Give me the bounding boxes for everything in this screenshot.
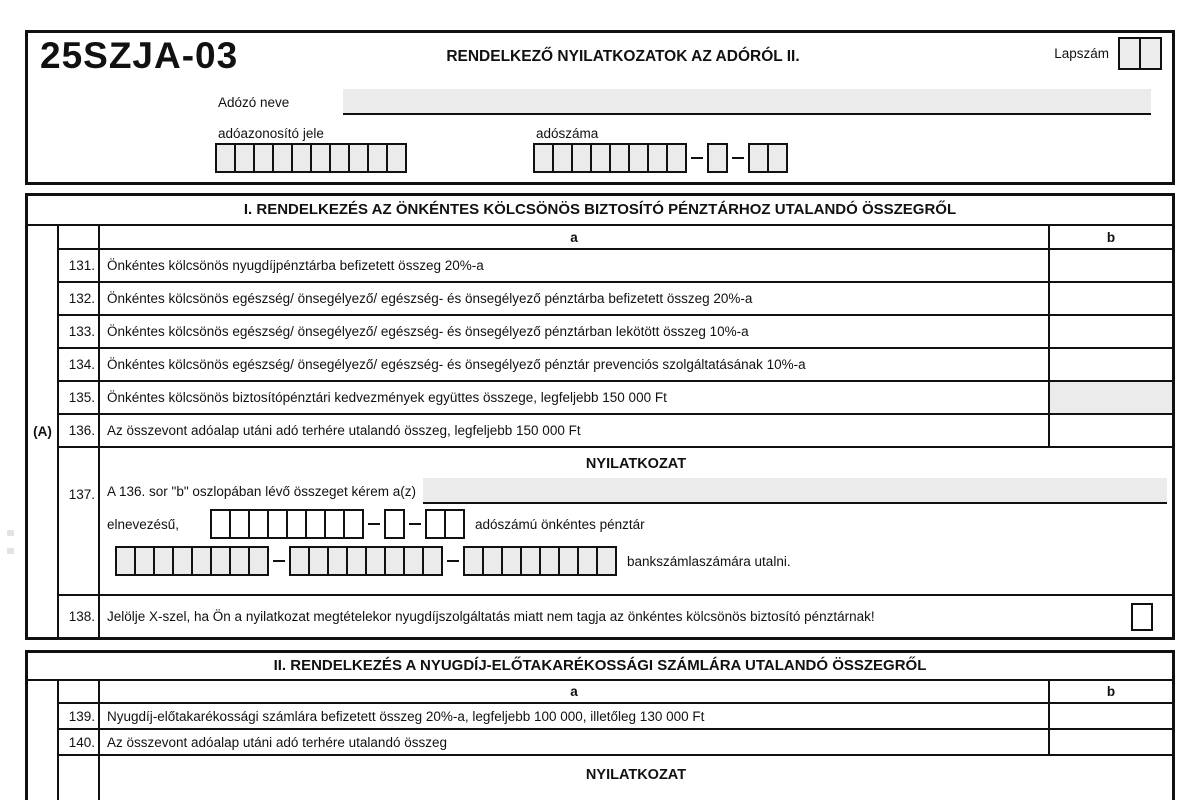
- digit-cell[interactable]: [191, 546, 212, 576]
- statement-block-2: [59, 756, 1172, 800]
- table-row-131: [59, 250, 1172, 283]
- row-number: 139.: [59, 704, 100, 728]
- row-text: Jelölje X-szel, ha Ön a nyilatkozat megtételekor nyugdíjszolgáltatás miatt nem tagja az önkéntes kölcsönös biztosító pénztárnak!: [107, 609, 875, 624]
- scan-artifact: [7, 530, 14, 536]
- statement-heading: NYILATKOZAT: [585, 456, 687, 472]
- amount-cell-b-131[interactable]: [1048, 250, 1172, 281]
- tax-id-boxes[interactable]: [215, 143, 407, 173]
- row-number: 135.: [59, 382, 100, 413]
- amount-cell-b-140[interactable]: [1048, 730, 1172, 754]
- digit-cell[interactable]: [253, 143, 274, 173]
- row-number-cell: [59, 756, 100, 800]
- amount-cell-b-133[interactable]: [1048, 316, 1172, 347]
- table-row-132: [59, 283, 1172, 316]
- row-number: 132.: [59, 283, 100, 314]
- amount-cell-b-139[interactable]: [1048, 704, 1172, 728]
- statement-line1-text: A 136. sor "b" oszlopában lévő összeget kérem a(z): [107, 483, 416, 499]
- digit-cell[interactable]: [425, 509, 446, 539]
- digit-cell[interactable]: [343, 509, 364, 539]
- digit-cell[interactable]: [229, 546, 250, 576]
- tax-number-boxes[interactable]: [533, 143, 788, 173]
- digit-cell[interactable]: [571, 143, 592, 173]
- bank-account-part2[interactable]: [289, 546, 443, 576]
- row-number: 134.: [59, 349, 100, 380]
- digit-cell[interactable]: [539, 546, 560, 576]
- digit-cell[interactable]: [215, 143, 236, 173]
- digit-cell[interactable]: [422, 546, 443, 576]
- tax-number-part2[interactable]: [707, 143, 728, 173]
- digit-cell[interactable]: [367, 143, 388, 173]
- row-text: Nyugdíj-előtakarékossági számlára befizetett összeg 20%-a, legfeljebb 100 000, illetőleg 130 000 Ft: [107, 708, 705, 724]
- statement-line3-suffix: bankszámlaszámára utalni.: [627, 553, 791, 569]
- digit-cell[interactable]: [384, 546, 405, 576]
- column-header-row: [59, 681, 1172, 704]
- digit-cell[interactable]: [229, 509, 250, 539]
- scan-artifact: [7, 548, 14, 554]
- taxpayer-name-label: Adózó neve: [218, 95, 290, 110]
- column-a-header: a: [570, 684, 578, 699]
- row-number-header-cell: [59, 226, 100, 248]
- form-id: 25SZJA-03: [40, 35, 239, 76]
- digit-cell[interactable]: [1118, 37, 1141, 70]
- statement-line2-prefix: elnevezésű,: [107, 516, 180, 532]
- digit-cell[interactable]: [115, 546, 136, 576]
- bank-account-part3[interactable]: [463, 546, 617, 576]
- fund-name-field[interactable]: [423, 478, 1167, 504]
- row-text: Az összevont adóalap utáni adó terhére utalandó összeg: [107, 734, 447, 750]
- table-row-138: [59, 596, 1172, 637]
- digit-cell[interactable]: [767, 143, 788, 173]
- row-number: 131.: [59, 250, 100, 281]
- row-number: 136.: [59, 415, 100, 446]
- row-text: Önkéntes kölcsönös egészség/ önsegélyező/ egészség- és önsegélyező pénztárba befizetett összeg 20%-a: [107, 291, 753, 306]
- digit-cell[interactable]: [329, 143, 350, 173]
- digit-cell[interactable]: [463, 546, 484, 576]
- table-row-139: [59, 704, 1172, 730]
- page-number-label: Lapszám: [1054, 46, 1109, 61]
- digit-cell[interactable]: [384, 509, 405, 539]
- group-label-b-column: [28, 681, 59, 800]
- digit-cell[interactable]: [403, 546, 424, 576]
- digit-cell[interactable]: [590, 143, 611, 173]
- form-header: [25, 30, 1175, 185]
- digit-cell[interactable]: [501, 546, 522, 576]
- row-text: Önkéntes kölcsönös egészség/ önsegélyező/ egészség- és önsegélyező pénztárban lekötött összeg 10%-a: [107, 324, 749, 339]
- digit-cell[interactable]: [310, 143, 331, 173]
- amount-cell-b-135: [1048, 382, 1172, 413]
- column-b-header: b: [1048, 681, 1172, 702]
- section-2: [25, 650, 1175, 800]
- digit-cell[interactable]: [267, 509, 288, 539]
- dash: [368, 523, 380, 525]
- row-number: 137.: [59, 448, 100, 594]
- digit-cell[interactable]: [444, 509, 465, 539]
- digit-cell[interactable]: [134, 546, 155, 576]
- form-title: RENDELKEZŐ NYILATKOZATOK AZ ADÓRÓL II.: [446, 48, 800, 65]
- digit-cell[interactable]: [346, 546, 367, 576]
- column-b-header: b: [1048, 226, 1172, 248]
- table-row-140: [59, 730, 1172, 756]
- page-number-boxes[interactable]: [1118, 37, 1162, 70]
- amount-cell-b-132[interactable]: [1048, 283, 1172, 314]
- row-text: Önkéntes kölcsönös nyugdíjpénztárba befizetett összeg 20%-a: [107, 258, 484, 273]
- digit-cell[interactable]: [596, 546, 617, 576]
- digit-cell[interactable]: [748, 143, 769, 173]
- row-number: 140.: [59, 730, 100, 754]
- table-row-136: [59, 415, 1172, 448]
- digit-cell[interactable]: [308, 546, 329, 576]
- statement-line2-suffix: adószámú önkéntes pénztár: [475, 516, 645, 532]
- column-a-header: a: [570, 229, 578, 245]
- fund-tax-number-part2[interactable]: [384, 509, 405, 539]
- row-number-header-cell: [59, 681, 100, 702]
- digit-cell[interactable]: [520, 546, 541, 576]
- pension-service-checkbox[interactable]: [1131, 603, 1153, 631]
- digit-cell[interactable]: [210, 509, 231, 539]
- row-number: 133.: [59, 316, 100, 347]
- table-row-133: [59, 316, 1172, 349]
- fund-tax-number-part3[interactable]: [425, 509, 465, 539]
- digit-cell[interactable]: [386, 143, 407, 173]
- column-header-row: [59, 226, 1172, 250]
- dash: [409, 523, 421, 525]
- section-2-title: II. RENDELKEZÉS A NYUGDÍJ-ELŐTAKARÉKOSSÁGI SZÁMLÁRA UTALANDÓ ÖSSZEGRŐL: [28, 653, 1172, 681]
- row-text: Önkéntes kölcsönös egészség/ önsegélyező/ egészség- és önsegélyező pénztár prevenciós szolgáltatásának 10%-a: [107, 357, 806, 372]
- tax-number-part3[interactable]: [748, 143, 788, 173]
- digit-cell[interactable]: [327, 546, 348, 576]
- digit-cell[interactable]: [286, 509, 307, 539]
- amount-cell-b-136[interactable]: [1048, 415, 1172, 446]
- amount-cell-b-134[interactable]: [1048, 349, 1172, 380]
- digit-cell[interactable]: [248, 546, 269, 576]
- digit-cell[interactable]: [552, 143, 573, 173]
- digit-cell[interactable]: [707, 143, 728, 173]
- digit-cell[interactable]: [272, 143, 293, 173]
- taxpayer-name-field[interactable]: [343, 89, 1151, 115]
- page-number-group: [1054, 37, 1162, 70]
- digit-cell[interactable]: [482, 546, 503, 576]
- digit-cell[interactable]: [324, 509, 345, 539]
- dash: [273, 560, 285, 562]
- table-row-134: [59, 349, 1172, 382]
- digit-cell[interactable]: [609, 143, 630, 173]
- section-1: [25, 193, 1175, 640]
- fund-tax-number-part1[interactable]: [210, 509, 364, 539]
- dash: [447, 560, 459, 562]
- digit-cell[interactable]: [153, 546, 174, 576]
- bank-account-part1[interactable]: [115, 546, 269, 576]
- digit-cell[interactable]: [305, 509, 326, 539]
- digit-cell[interactable]: [291, 143, 312, 173]
- digit-cell[interactable]: [348, 143, 369, 173]
- digit-cell[interactable]: [210, 546, 231, 576]
- table-row-135: [59, 382, 1172, 415]
- dash: [732, 157, 744, 159]
- statement-heading: NYILATKOZAT: [585, 767, 687, 783]
- digit-cell[interactable]: [289, 546, 310, 576]
- digit-cell[interactable]: [248, 509, 269, 539]
- row-text: Önkéntes kölcsönös biztosítópénztári kedvezmények együttes összege, legfeljebb 150 000 Ft: [107, 390, 667, 405]
- section-1-title: I. RENDELKEZÉS AZ ÖNKÉNTES KÖLCSÖNÖS BIZTOSÍTÓ PÉNZTÁRHOZ UTALANDÓ ÖSSZEGRŐL: [28, 196, 1172, 226]
- digit-cell[interactable]: [234, 143, 255, 173]
- group-label-a: (A): [28, 226, 59, 637]
- tax-number-label: adószáma: [536, 126, 599, 141]
- statement-block-137: [59, 448, 1172, 596]
- tax-number-part1[interactable]: [533, 143, 687, 173]
- digit-cell[interactable]: [558, 546, 579, 576]
- digit-cell[interactable]: [1139, 37, 1162, 70]
- digit-cell[interactable]: [172, 546, 193, 576]
- dash: [691, 157, 703, 159]
- digit-cell[interactable]: [365, 546, 386, 576]
- digit-cell[interactable]: [647, 143, 668, 173]
- digit-cell[interactable]: [666, 143, 687, 173]
- digit-cell[interactable]: [577, 546, 598, 576]
- row-text: Az összevont adóalap utáni adó terhére utalandó összeg, legfeljebb 150 000 Ft: [107, 423, 581, 438]
- tax-id-label: adóazonosító jele: [218, 126, 324, 141]
- digit-cell[interactable]: [533, 143, 554, 173]
- digit-cell[interactable]: [628, 143, 649, 173]
- row-number: 138.: [59, 596, 100, 637]
